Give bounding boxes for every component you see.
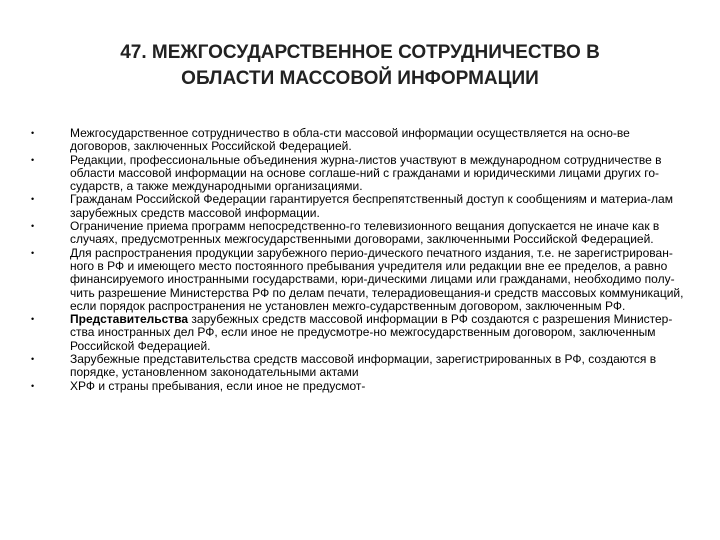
bullet-text: Для распространения продукции зарубежного перио-дического печатного издания, т.е. не зарегистрирован-ного в РФ и имеющего место постоянного пребывания учредителя или редакции вне ее пределов, а равно финансируемого иностранными государствами, юри-дическими лицами или гражданами, необходимо полу-чить разрешение Министерства РФ по делам печати, телерадиовещания-и средств массовых коммуникаций, если порядок распространения не установлен межго-сударственным договором, заключенным РФ.: [70, 245, 684, 313]
bullet-text: Ограничение приема программ непосредственно-го телевизионного вещания допускается не иначе как в случаях, предусмотренных межгосударственными договорами, заключенными Российской Федерацией.: [70, 219, 660, 247]
list-item: [0, 193, 720, 220]
page-title: [30, 40, 690, 92]
bullet-dot: •: [31, 154, 35, 165]
bullet-text: Зарубежные представительства средств массовой информации, зарегистрированных в РФ, создаются в порядке, установленном законодательными актами: [70, 352, 657, 380]
bullet-dot: •: [31, 380, 35, 391]
bullet-dot: •: [31, 354, 35, 365]
bullet-dot: •: [31, 221, 35, 232]
bullet-dot: •: [31, 247, 35, 258]
bullet-text: Межгосударственное сотрудничество в обла-сти массовой информации осуществляется на осно-ве договоров, заключенных Российской Федерацией.: [70, 126, 630, 154]
title-line-2: ОБЛАСТИ МАССОВОЙ ИНФОРМАЦИИ: [181, 68, 539, 89]
title-line-1: 47. МЕЖГОСУДАРСТВЕННОЕ СОТРУДНИЧЕСТВО В: [120, 42, 600, 63]
bullet-text: [70, 312, 672, 353]
bullet-text-rest: зарубежных средств массовой информации в РФ создаются с разрешения Министер-ства иностранных дел РФ, если иное не предусмотре-но межгосударственным договором, заключенным Российской Федерацией.: [70, 312, 673, 353]
bullet-list: [0, 127, 720, 393]
bullet-dot: •: [31, 128, 35, 138]
list-item: [0, 313, 720, 353]
bullet-text: ХРФ и страны пребывания, если иное не предусмот-: [70, 378, 366, 393]
list-item: [0, 247, 720, 313]
bullet-text: Гражданам Российской Федерации гарантируется беспрепятственный доступ к сообщениям и материа-лам зарубежных средств массовой информации.: [70, 192, 673, 220]
list-item: [0, 154, 720, 194]
bullet-text: Редакции, профессиональные объединения журна-листов участвуют в международном сотрудничестве в области массовой информации на основе соглаше-ний с гражданами и юридическими лицами других го-сударств, а также международными организациями.: [70, 152, 662, 194]
list-item: [0, 220, 720, 247]
bullet-dot: •: [31, 314, 35, 325]
bullet-bold-term: Представительства: [70, 312, 189, 327]
list-item: [0, 127, 720, 154]
bullet-dot: •: [31, 194, 35, 205]
list-item: [0, 353, 720, 380]
list-item: [0, 380, 720, 393]
